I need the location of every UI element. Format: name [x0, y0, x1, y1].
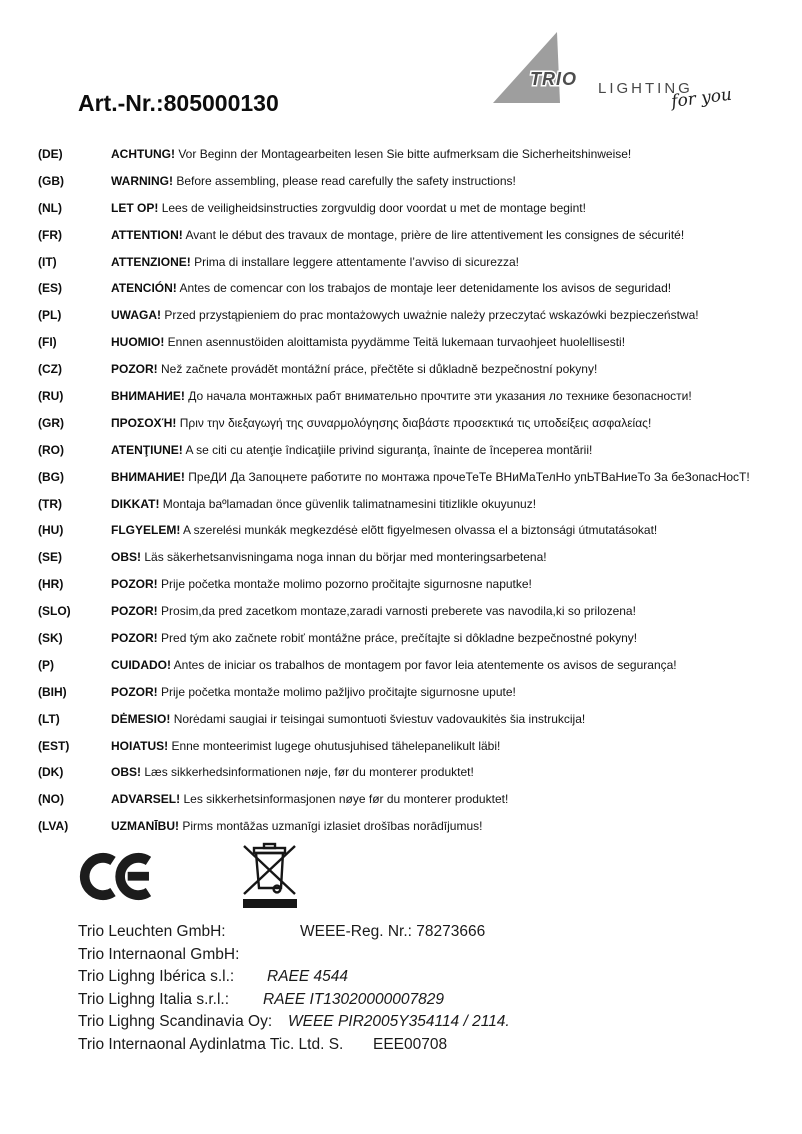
- warning-text: [111, 706, 585, 733]
- warning-text: [111, 786, 508, 813]
- company-row: [0, 921, 802, 944]
- language-code: (FR): [38, 227, 62, 242]
- warning-text: [111, 356, 597, 383]
- language-code: (SLO): [38, 604, 71, 619]
- warning-row: [0, 679, 802, 706]
- language-code: (NL): [38, 200, 62, 215]
- weee-bin-icon: [241, 840, 299, 910]
- warning-text: [111, 517, 657, 544]
- warning-text: [111, 168, 516, 195]
- language-code: (SE): [38, 550, 62, 565]
- warning-body: Lees de veiligheidsinstructies zorgvuldig door voordat u met de montage begint!: [161, 200, 586, 215]
- company-row: [0, 989, 802, 1012]
- warning-text: [111, 329, 625, 356]
- registration-number: EEE00708: [373, 1035, 448, 1053]
- language-code: (BG): [38, 469, 64, 484]
- warning-text: [111, 598, 636, 625]
- warning-row: [0, 329, 802, 356]
- warning-text: [111, 652, 677, 679]
- language-code: (TR): [38, 496, 62, 511]
- warning-row: [0, 302, 802, 329]
- language-code: (CZ): [38, 362, 62, 377]
- warning-row: [0, 464, 802, 491]
- warning-row: [0, 759, 802, 786]
- warning-body: Norėdami saugiai ir teisingai sumontuoti šviestuv vadovaukitės šia instrukcija!: [173, 711, 586, 726]
- warning-keyword: UWAGA!: [111, 308, 161, 323]
- company-row: [0, 1034, 802, 1057]
- language-code: (RU): [38, 389, 64, 404]
- warning-body: Ennen asennustöiden aloittamista pyydämme Teitä lukemaan turvaohjeet huolellisesti!: [167, 335, 626, 350]
- warning-keyword: UZMANĪBU!: [111, 819, 179, 834]
- warning-keyword: DIKKAT!: [111, 496, 160, 511]
- warning-row: [0, 786, 802, 813]
- language-code: (P): [38, 657, 54, 672]
- ce-mark-icon: [75, 848, 151, 905]
- warning-row: [0, 652, 802, 679]
- warning-body: Vor Beginn der Montagearbeiten lesen Sie bitte aufmerksam die Sicherheitshinweise!: [178, 147, 632, 161]
- warning-row: [0, 437, 802, 464]
- language-code: (DE): [38, 147, 63, 161]
- warning-keyword: POZOR!: [111, 631, 158, 646]
- company-registration-list: [0, 921, 802, 1056]
- warning-body: Before assembling, please read carefully the safety instructions!: [176, 173, 516, 188]
- warning-body: До начала монтажных рабт внимательно прочтите эти указания ло технике безопасности!: [188, 389, 692, 404]
- warning-body: Läs säkerhetsanvisningama noga innan du börjar med monteringsarbetena!: [144, 550, 547, 565]
- warning-text: [111, 571, 532, 598]
- trio-lighting-logo: [488, 26, 733, 118]
- warning-body: Pred tým ako začnete robiť montážne práce, prečítajte si dôkladne bezpečnostné pokyny!: [161, 631, 638, 646]
- warning-text: [111, 491, 536, 518]
- warning-body: Prima di installare leggere attentamente l’avviso di sicurezza!: [194, 254, 519, 269]
- warning-keyword: ATTENZIONE!: [111, 254, 191, 269]
- company-name: Trio Lighng Scandinavia Oy:: [78, 1013, 273, 1030]
- warning-text: [111, 464, 750, 491]
- language-code: (HU): [38, 523, 64, 538]
- warning-text: [111, 813, 482, 840]
- warning-body: Enne monteerimist lugege ohutusjuhised tähelepanelikult läbi!: [171, 738, 501, 753]
- language-code: (SK): [38, 631, 63, 646]
- warning-row: [0, 275, 802, 302]
- logo-brand-text: TRIO: [530, 69, 577, 89]
- company-name: Trio Leuchten GmbH:: [78, 923, 226, 940]
- warning-text: [111, 195, 586, 222]
- warning-text: [111, 222, 684, 249]
- warning-keyword: HUOMIO!: [111, 335, 165, 350]
- warning-keyword: ACHTUNG!: [111, 147, 175, 161]
- warning-keyword: ATENCIÓN!: [111, 281, 177, 296]
- warnings-list: [0, 141, 802, 840]
- language-code: (FI): [38, 335, 57, 350]
- warning-body: Læs sikkerhedsinformationen nøje, før du monterer produktet!: [144, 765, 474, 780]
- warning-row: [0, 383, 802, 410]
- warning-text: [111, 410, 651, 437]
- language-code: (HR): [38, 577, 64, 592]
- warning-text: [111, 302, 699, 329]
- company-name: Trio Internaonal GmbH:: [78, 945, 240, 963]
- warning-keyword: LET OP!: [111, 200, 159, 215]
- language-code: (LVA): [38, 819, 69, 834]
- warning-body: Antes de iniciar os trabalhos de montagem por favor leia atentemente os avisos de segurança!: [173, 657, 677, 672]
- logo-tagline-text: for you: [670, 84, 733, 112]
- company-row: [0, 1011, 802, 1034]
- warning-text: [111, 625, 637, 652]
- warning-body: Prije početka montaže molimo pažljivo pročitajte sigurnosne upute!: [161, 684, 516, 699]
- warning-text: [111, 437, 592, 464]
- warning-row: [0, 141, 802, 168]
- warning-text: [111, 679, 516, 706]
- warning-row: [0, 222, 802, 249]
- company-row: [0, 966, 802, 989]
- registration-number: WEEE-Reg. Nr.: 78273666: [300, 923, 486, 940]
- warning-keyword: POZOR!: [111, 577, 158, 592]
- warning-body: A szerelési munkák megkezdésė elõtt figyelmesen olvassa el a biztonsági útmutatásokat!: [183, 523, 658, 538]
- warning-body: Než začnete provádět montážní práce, přečtěte si důkladně bezpečnostní pokyny!: [161, 362, 598, 377]
- warning-row: [0, 249, 802, 276]
- warning-keyword: POZOR!: [111, 684, 158, 699]
- company-name: Trio Lighng Ibérica s.l.:: [78, 968, 235, 985]
- warning-keyword: WARNING!: [111, 173, 173, 188]
- language-code: (LT): [38, 711, 60, 726]
- warning-row: [0, 733, 802, 760]
- warning-row: [0, 813, 802, 840]
- warning-keyword: HOIATUS!: [111, 738, 169, 753]
- company-name: Trio Lighng Italia s.r.l.:: [78, 990, 230, 1008]
- warning-row: [0, 491, 802, 518]
- warning-row: [0, 517, 802, 544]
- registration-number: RAEE IT13020000007829: [263, 990, 444, 1008]
- warning-row: [0, 356, 802, 383]
- language-code: (NO): [38, 792, 64, 807]
- warning-row: [0, 410, 802, 437]
- warning-text: [111, 383, 692, 410]
- logo-triangle: [493, 32, 560, 103]
- warning-body: Antes de comencar con los trabajos de montaje leer detenidamente los avisos de seguridad!: [179, 281, 672, 296]
- language-code: (DK): [38, 765, 64, 780]
- warning-body: Prije početka montaže molimo pozorno pročitajte sigurnosne naputke!: [161, 577, 532, 592]
- warning-body: Avant le début des travaux de montage, prière de lire attentivement les consignes de sécurité!: [185, 227, 685, 242]
- warning-keyword: FLGYELEM!: [111, 523, 181, 538]
- warning-keyword: OBS!: [111, 765, 141, 780]
- warning-row: [0, 544, 802, 571]
- warning-keyword: ΠΡΟΣΟΧΉ!: [111, 415, 177, 430]
- warning-row: [0, 706, 802, 733]
- warning-keyword: OBS!: [111, 550, 141, 565]
- warning-row: [0, 598, 802, 625]
- warning-keyword: ВНИМАНИЕ!: [111, 389, 185, 404]
- warning-body: Przed przystąpieniem do prac montażowych uważnie należy przeczytać wskazówki bezpieczeństwa!: [164, 308, 699, 323]
- logo-lighting-text: LIGHTING: [598, 80, 693, 97]
- company-name: Trio Internaonal Aydinlatma Tic. Ltd. S.: [78, 1035, 344, 1053]
- warning-body: Prosim,da pred zacetkom montaze,zaradi varnosti preberete vas navodila,ki so prilozena!: [161, 604, 636, 619]
- article-number-title: Art.-Nr.:805000130: [78, 90, 279, 116]
- language-code: (GR): [38, 415, 64, 430]
- warning-row: [0, 195, 802, 222]
- warning-body: A se citi cu atenţie îndicaţiile privind siguranţa, înainte de începerea montării!: [185, 442, 593, 457]
- warning-text: [111, 249, 519, 276]
- warning-keyword: ATENŢIUNE!: [111, 442, 183, 457]
- language-code: (GB): [38, 173, 64, 188]
- language-code: (ES): [38, 281, 62, 296]
- warning-body: Pirms montāžas uzmanīgi izlasiet drošības norādījumus!: [182, 819, 483, 834]
- warning-body: Πριν την διεξαγωγή της συναρμολόγησης διαβάστε προσεκτικά τις υποδείξεις ασφαλείας!: [179, 415, 652, 430]
- warning-row: [0, 168, 802, 195]
- warning-keyword: POZOR!: [111, 604, 158, 619]
- warning-text: [111, 141, 631, 168]
- warning-keyword: POZOR!: [111, 362, 158, 377]
- language-code: (IT): [38, 254, 57, 269]
- language-code: (BIH): [38, 684, 67, 699]
- warning-row: [0, 625, 802, 652]
- language-code: (EST): [38, 738, 70, 753]
- warning-keyword: DĖMESIO!: [111, 711, 171, 726]
- warning-keyword: ATTENTION!: [111, 227, 183, 242]
- warning-body: Montaja baºlamadan önce güvenlik talimatnamesini titizlikle okuyunuz!: [162, 496, 537, 511]
- warning-text: [111, 544, 547, 571]
- warning-text: [111, 733, 500, 760]
- warning-row: [0, 571, 802, 598]
- warning-keyword: ВНИМАНИЕ!: [111, 469, 185, 484]
- warning-keyword: ADVARSEL!: [111, 792, 181, 807]
- warning-text: [111, 759, 474, 786]
- language-code: (PL): [38, 308, 62, 323]
- registration-number: WEEE PIR2005Y354114 / 2114.: [288, 1013, 510, 1030]
- warning-keyword: CUIDADO!: [111, 657, 171, 672]
- company-row: [0, 944, 802, 967]
- language-code: (RO): [38, 442, 64, 457]
- warning-text: [111, 275, 671, 302]
- warning-body: ПреДИ Да Запоцнете работите по монтажа прочеТеТе ВНиМаТелНо упЬТВаНиеТо За беЗопасНосТ!: [188, 469, 750, 484]
- registration-number: RAEE 4544: [267, 968, 348, 985]
- warning-body: Les sikkerhetsinformasjonen nøye før du monterer produktet!: [183, 792, 509, 807]
